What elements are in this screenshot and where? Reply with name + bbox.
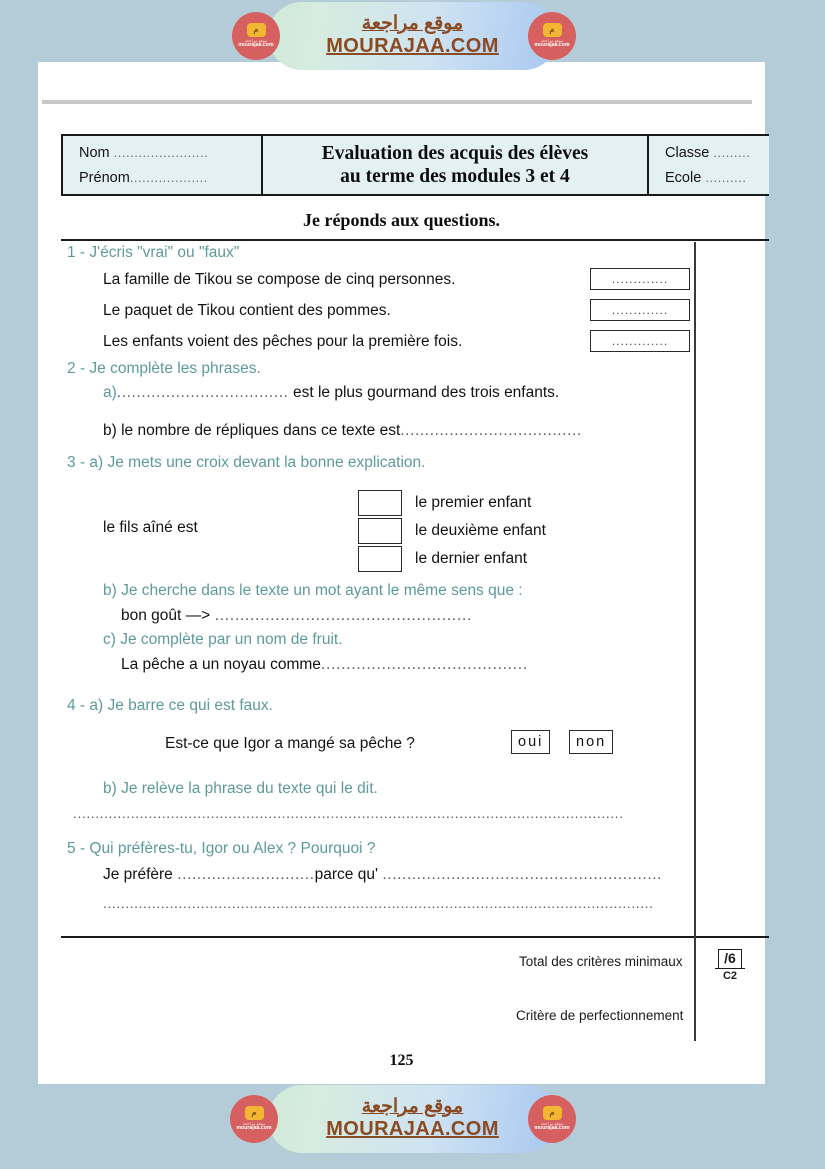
question-2-prompt: Je complète les phrases. [89,360,261,377]
question-2 [67,360,582,439]
question-3-item-b-blank: ................................................... [214,607,472,624]
question-3-checkbox-1[interactable] [358,490,402,516]
identity-school-cell [649,136,769,194]
logo-url-text: mourajaa.com [534,1125,570,1132]
identity-name-cell [63,136,263,194]
question-3-prompt: a) Je mets une croix devant la bonne explication. [89,454,426,471]
question-3-number: 3 - [67,454,86,471]
banner-website-url: MOURAJAA.COM [326,35,499,58]
name-dots: ....................... [113,144,209,160]
total-criteria-label: Total des critères minimaux [519,954,683,969]
question-2-item-b-text: b) le nombre de répliques dans ce texte est [103,422,401,439]
question-5-answer-line-2[interactable]: ............................................................................................................................ [103,895,654,911]
question-1-answer-box-3[interactable]: ............. [590,330,690,352]
worksheet-page [38,62,765,1084]
class-dots: ......... [713,144,751,160]
name-label: Nom [79,144,110,161]
firstname-field-row[interactable] [79,170,261,186]
question-5-answer-mid: parce qu' [314,866,378,883]
class-label: Classe [665,144,710,161]
question-2-item-a[interactable] [103,384,559,402]
banner-pill-top [268,2,558,70]
score-mark[interactable] [709,949,751,982]
question-5-prompt: Qui préfères-tu, Igor ou Alex ? Pourquoi ? [89,840,376,857]
logo-arabic-text: موقع مراجعة [242,1120,266,1126]
question-1-statement-3: Les enfants voient des pêches pour la première fois. [103,333,463,350]
question-4-question-text: Est-ce que Igor a mangé sa pêche ? [165,735,415,752]
question-4-number: 4 - [67,697,86,714]
question-3-checkbox-2[interactable] [358,518,402,544]
logo-url-text: mourajaa.com [238,42,274,49]
question-3-item-c-prompt: c) Je complète par un nom de fruit. [103,631,343,648]
question-1-statement-1: La famille de Tikou se compose de cinq personnes. [103,271,456,288]
banner-arabic-title: موقع مراجعة [361,1095,464,1117]
logo-badge-icon: م [245,1106,264,1120]
firstname-label: Prénom [79,169,130,186]
question-5 [67,840,663,911]
banner-pill-bottom [268,1085,558,1153]
question-2-item-b-blank: ..................................... [400,422,582,439]
question-4-item-b-prompt: b) Je relève la phrase du texte qui le dit. [103,780,378,797]
question-3-choice-label-2: le deuxième enfant [415,522,546,539]
margin-divider-line [694,242,696,938]
school-dots: .......... [705,169,747,185]
question-3 [67,454,546,673]
mourajaa-logo-icon [528,12,576,60]
question-2-item-a-blank: ................................... [116,384,289,401]
top-divider-rule [42,100,752,104]
question-1-answer-box-1[interactable]: ............. [590,268,690,290]
school-field-row[interactable] [665,170,769,186]
question-2-item-b[interactable] [103,422,582,440]
name-field-row[interactable] [79,145,261,161]
page-number: 125 [389,1052,414,1069]
question-5-answer-line-1[interactable] [103,866,662,884]
question-3-item-c-text: La pêche a un noyau comme [121,656,321,673]
evaluation-title-line1: Evaluation des acquis des élèves [321,142,589,164]
question-1-number: 1 - [67,244,86,261]
question-5-number: 5 - [67,840,86,857]
question-1-answer-box-2[interactable]: ............. [590,299,690,321]
question-3-item-b-answer[interactable] [121,607,472,625]
question-5-blank-2: ......................................................... [382,866,663,883]
question-5-blank-1: ............................ [177,866,315,883]
watermark-banner-bottom [0,1083,825,1155]
score-value: /6 [718,949,742,968]
question-2-number: 2 - [67,360,86,377]
question-4-option-non[interactable]: non [569,730,613,754]
evaluation-title-cell [263,136,649,194]
mourajaa-logo-icon [528,1095,576,1143]
instruction-heading: Je réponds aux questions. [302,210,501,230]
logo-arabic-text: موقع مراجعة [244,37,268,43]
question-4-answer-line[interactable]: ............................................................................................................................ [73,805,624,821]
logo-url-text: mourajaa.com [236,1125,272,1132]
question-3-stem: le fils aîné est [103,519,198,536]
perfection-criteria-label: Critère de perfectionnement [516,1008,684,1023]
scoring-footer [61,936,769,1041]
question-2-item-a-text: est le plus gourmand des trois enfants. [292,384,560,401]
question-3-item-c-blank: ......................................... [320,656,528,673]
evaluation-title-line2: au terme des modules 3 et 4 [340,165,570,187]
questions-area [61,242,769,938]
question-3-choice-label-3: le dernier enfant [415,550,528,567]
class-field-row[interactable] [665,145,769,161]
footer-margin-divider [694,936,696,1041]
question-3-checkbox-3[interactable] [358,546,402,572]
logo-badge-icon: م [543,23,562,37]
question-4-header [67,697,273,715]
firstname-dots: ................... [129,169,208,185]
question-1-header [67,244,239,262]
mourajaa-logo-icon [232,12,280,60]
banner-website-url: MOURAJAA.COM [326,1118,499,1141]
question-3-header [67,454,425,472]
question-3-item-c-answer[interactable] [121,656,528,674]
logo-arabic-text: موقع مراجعة [540,1120,564,1126]
question-5-answer-start: Je préfère [103,866,173,883]
question-4-prompt: a) Je barre ce qui est faux. [89,697,273,714]
logo-badge-icon: م [247,23,266,37]
score-code-c2: C2 [715,968,745,982]
question-1-statement-2: Le paquet de Tikou contient des pommes. [103,302,391,319]
question-3-item-b-prompt: b) Je cherche dans le texte un mot ayant le même sens que : [103,582,523,599]
question-4 [67,697,624,821]
question-3-choice-label-1: le premier enfant [415,494,532,511]
instruction-divider-rule [61,239,769,241]
school-label: Ecole [665,169,702,186]
question-4-option-oui[interactable]: oui [511,730,550,754]
banner-arabic-title: موقع مراجعة [361,12,464,34]
student-identity-table [61,134,769,196]
question-2-header [67,360,261,378]
question-5-header [67,840,375,858]
logo-badge-icon: م [543,1106,562,1120]
question-1-prompt: J'écris "vrai" ou "faux" [89,244,240,261]
logo-arabic-text: موقع مراجعة [540,37,564,43]
question-2-item-a-marker: a) [103,384,117,401]
question-1 [67,244,669,350]
mourajaa-logo-icon [230,1095,278,1143]
logo-url-text: mourajaa.com [534,42,570,49]
question-3-item-b-text: bon goût —> [121,607,211,624]
